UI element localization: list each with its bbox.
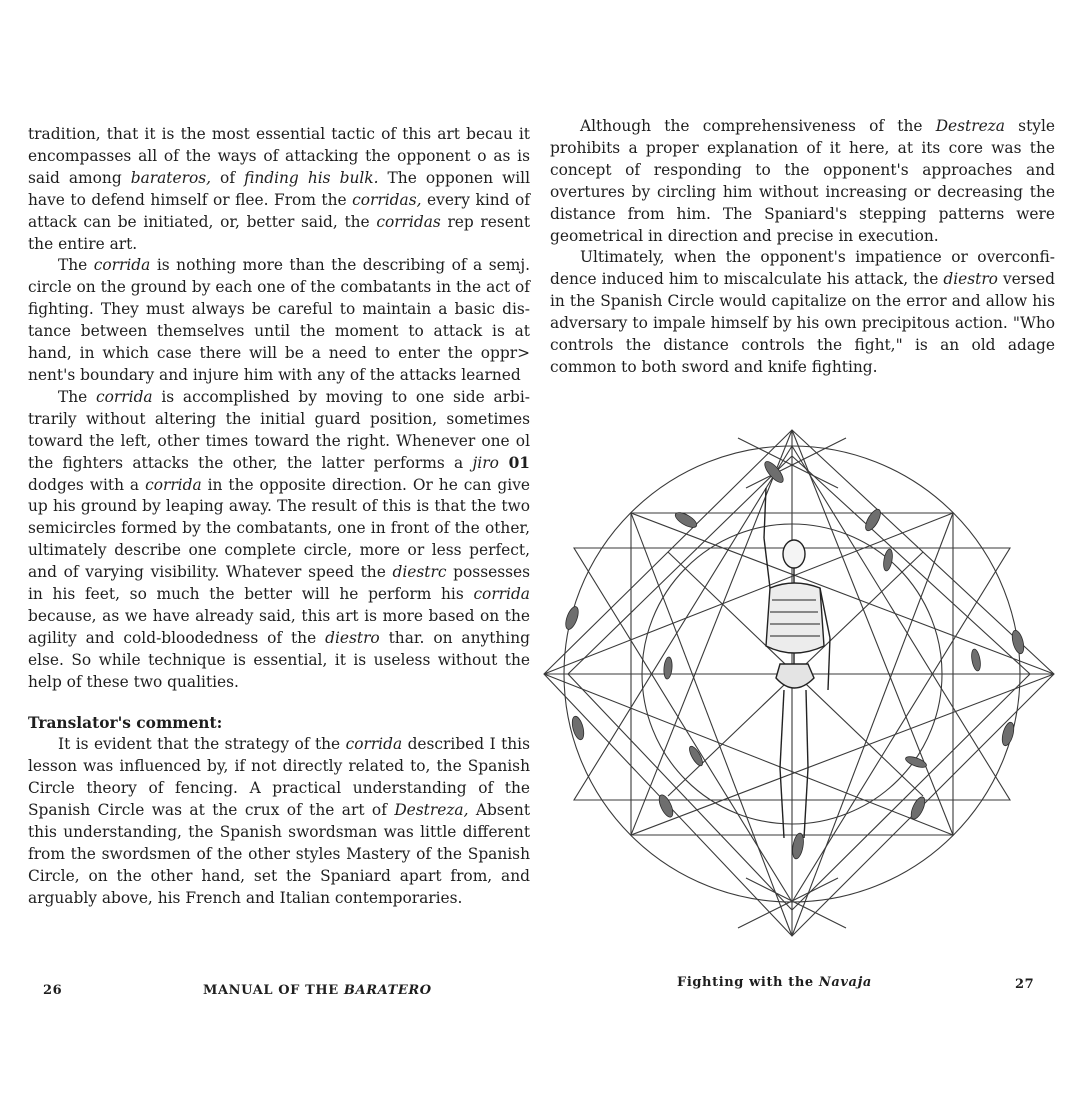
spanish-circle-diagram [538, 428, 1060, 938]
left-text-column [28, 124, 530, 910]
skeleton-figure [764, 488, 830, 838]
left-page-number: 26 [43, 983, 63, 998]
translators-comment-heading: Translator's comment: [28, 713, 223, 732]
left-paragraph-1: tradition, that it is the most essential tactic of this art becau it encompasses all of the ways of attacking the opponent o as is said among barateros, of finding his bulk. The opponen will have to defend himself or flee. From the corridas, every kind of attack can be initiated, or, better said, the corridas rep resent the entire art. [28, 125, 531, 253]
right-running-head: Fighting with the Navaja [677, 975, 872, 990]
left-paragraph-2: The corrida is nothing more than the describing of a semj. circle on the ground by each one of the combatants in the act of fighting. They must always be careful to maintain a basic distance between themselves until the moment to attack is at hand, in which case there will be a need to enter the oppr> nent's boundary and injure him with any of the attacks learned [28, 256, 530, 384]
left-paragraph-3: The corrida is accomplished by moving to one side arbitrarily without altering the initial guard position, sometimes toward the left, other times toward the right. Whenever one ol the fighters attacks the other, the latter performs a jiro 01 dodges with a corrida in the opposite direction. Or he can give up his ground by leaping away. The result of this is that the two semicircles formed by the combatants, one in front of the other, ultimately describe one complete circle, more or less perfect, and of varying visibility. Whatever speed the diestrc possesses in his feet, so much the better will he perform his corrida because, as we have already said, this art is more based on the agility and cold-bloodedness of the diestro thar. on anything else. So while technique is essential, it is useless without the help of these two qualities. [28, 387, 531, 691]
left-running-head: MANUAL OF THE BARATERO [203, 983, 432, 998]
right-text-column [550, 116, 1055, 379]
right-paragraph-1: Although the comprehensiveness of the Destreza style prohibits a proper explanation of it here, at its core was the concept of responding to the opponent's approaches and overtures by circling him without increasing or decreasing the distance from him. The Spaniard's stepping patterns were geometrical in direction and precise in execution. [550, 117, 1055, 245]
right-page-number: 27 [1015, 977, 1035, 992]
right-paragraph-2: Ultimately, when the opponent's impatience or overconfidence induced him to miscalculate his attack, the diestro versed in the Spanish Circle would capitalize on the error and allow his adversary to impale himself by his own precipitous action. "Who controls the distance controls the fight," is an old adage common to both sword and knife fighting. [550, 248, 1055, 376]
left-paragraph-4: It is evident that the strategy of the corrida described I this lesson was influenced by, if not directly related to, the Spanish Circle theory of fencing. A practical understanding of the Spanish Circle was at the crux of the art of Destreza, Absent this understanding, the Spanish swordsman was little different from the swordsmen of the other styles Mastery of the Spanish Circle, on the other hand, set the Spaniard apart from, and arguably above, his French and Italian contemporaries. [28, 735, 531, 907]
